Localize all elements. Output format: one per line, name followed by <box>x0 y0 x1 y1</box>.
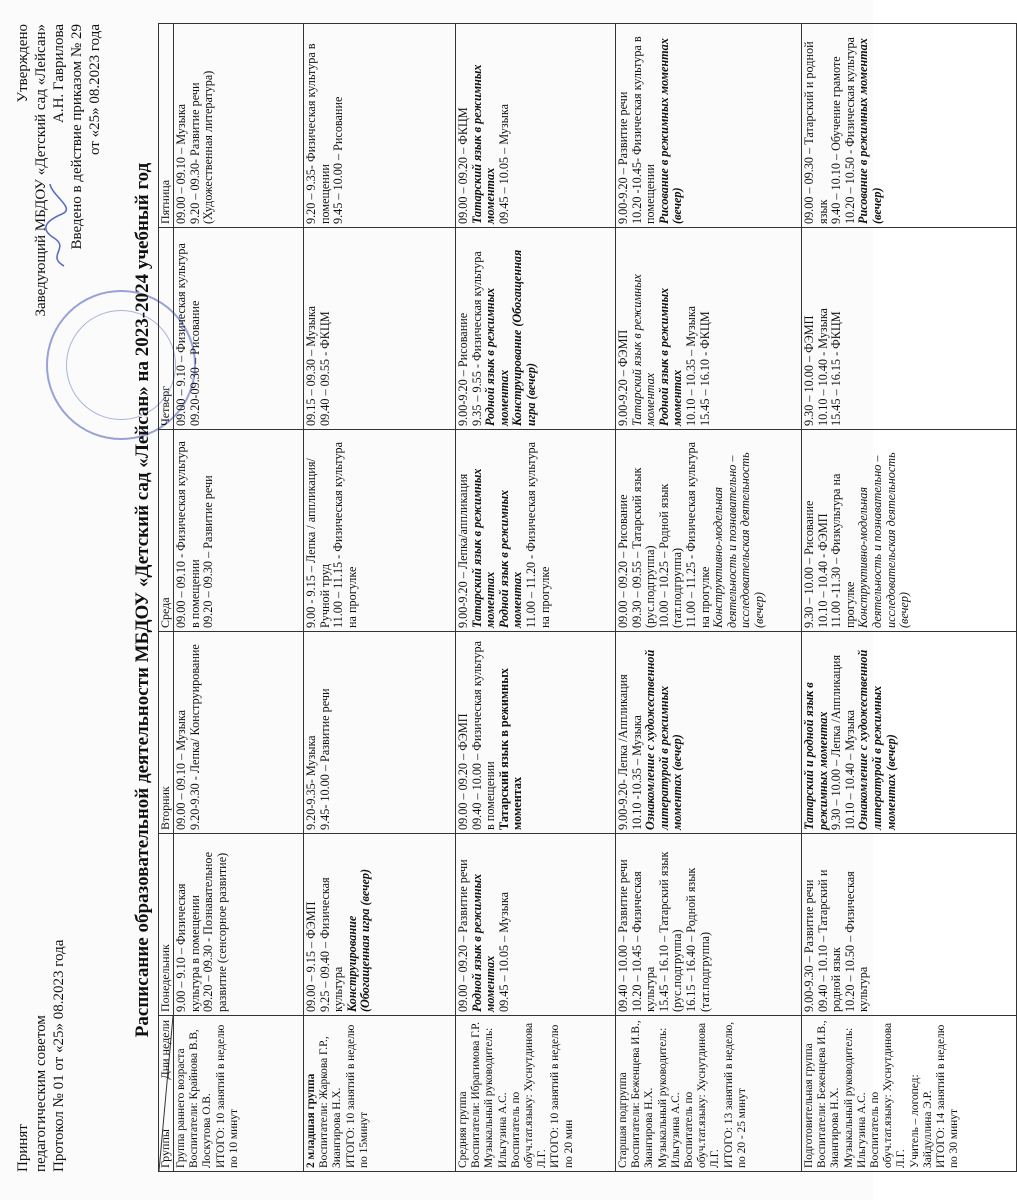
group-info-line: Воспитатель по обуч.тат.языку: Хуснутдинова Л.Г. <box>869 1022 908 1168</box>
activity-entry: 10.10 – 10.40 - Музыка <box>815 308 830 426</box>
group-info-line: Группа раннего возраста <box>175 1048 187 1168</box>
activity-entry: 9.30 – 10.00 – Рисование <box>802 500 816 628</box>
activity-entry: Татарский язык в режимных моментах <box>629 274 658 426</box>
schedule-cell <box>802 430 1017 632</box>
schedule-cell <box>174 632 304 834</box>
schedule-cell <box>456 430 616 632</box>
activity-entry: 09.40 – 10.00 – Развитие речи <box>616 859 630 1012</box>
group-row <box>456 24 616 1172</box>
header-approved: Утверждено <box>15 24 31 103</box>
activity-entry: 9.00 – 9.10 – Физическая культура в помещении <box>174 883 202 1012</box>
corner-header-cell <box>159 1016 174 1172</box>
group-info-line: Учитель – логопед: Зайдуллина Э.Р. <box>908 1074 934 1168</box>
group-info-line: Музыкальный руководитель: Ильгузина А.С. <box>483 1027 509 1168</box>
activity-entry: 9.20 – 09.30- Развитие речи (Художественная литература) <box>187 70 216 224</box>
day-header: Понедельник <box>159 834 174 1016</box>
header-head-name: А.Н. Гаврилова <box>51 24 67 124</box>
activity-entry: 09.00 – 09.20 – ФКЦМ <box>456 107 470 224</box>
activity-entry: 10.10 – 10.40 - ФЭМП <box>815 513 830 628</box>
activity-entry: 09.20-09.30 – Рисование <box>187 300 202 426</box>
day-header: Пятница <box>159 24 174 228</box>
header-head: Заведующий МБДОУ «Детский сад «Лейсан» <box>33 24 49 317</box>
activity-entry: 10.00 – 10.25 – Родной язык (тат.подгруппа) <box>656 483 685 628</box>
activity-entry: (Обогащенная игра (вечер) <box>358 868 373 1012</box>
activity-entry: 9.25 – 09.40 – Физическая культура <box>317 877 346 1012</box>
activity-entry: 09.00 – 9.10 – Физическая культура <box>174 243 188 426</box>
schedule-cell <box>456 632 616 834</box>
group-info-line: 2 младшая группа <box>305 1073 317 1168</box>
group-row <box>304 24 456 1172</box>
group-info-line: Воспитатели: Беженцева И.В., Зиангирова Н.Х. <box>630 1020 656 1168</box>
activity-entry: 10.20 – 10.45 – Физическая культура <box>629 871 658 1012</box>
activity-entry: 9.20-9.30 - Лепка/ Конструирование <box>187 644 202 830</box>
schedule-cell <box>304 24 456 228</box>
activity-entry: Родной язык в режимных моментах <box>656 287 685 426</box>
activity-entry: 9.00-9.30 – Развитие речи <box>802 879 816 1012</box>
header-council: педагогическим советом <box>33 1015 49 1172</box>
activity-entry: 9.40 – 10.10 – Обучение грамоте <box>829 56 844 224</box>
group-row <box>174 24 304 1172</box>
group-info-line: ИТОГО: 10 занятий в неделю по 15минут <box>344 1024 370 1168</box>
corner-days-label: Дни недели <box>158 1020 172 1080</box>
activity-entry: 09.20 – 09.30 - Познавательное развитие (сенсорное развитие) <box>201 851 229 1012</box>
schedule-cell <box>456 834 616 1016</box>
activity-entry: 10.10 – 10.35 – Музыка <box>683 306 698 426</box>
activity-entry: 15.45 – 16.10 – Татарский язык (рус.подгруппа) <box>656 851 685 1012</box>
group-info-line: Воспитатель по обуч.тат.языку: Хуснутдинова Л.Г. <box>509 1022 549 1168</box>
activity-entry: 15.45 – 16.10 - ФКЦМ <box>697 311 712 426</box>
schedule-body <box>174 24 1017 1172</box>
activity-entry: Конструирование <box>344 915 359 1012</box>
activity-entry: 09.20 – 09.30 – Развитие речи <box>201 475 216 628</box>
day-header: Вторник <box>159 632 174 834</box>
schedule-cell <box>174 430 304 632</box>
header-order: Введено в действие приказом № 29 <box>69 24 85 250</box>
activity-entry: 11.00 – 11.15 - Физическая культура на прогулке <box>331 441 359 628</box>
activity-entry: 10.10 – 10.40 – Музыка <box>842 710 857 830</box>
schedule-cell <box>616 24 802 228</box>
activity-entry: 09.00 – 09.10 - Физическая культура в помещении <box>174 441 202 628</box>
group-info-line: ИТОГО: 10 занятий в неделю по 20 мин <box>549 1024 575 1168</box>
group-cell <box>174 1016 304 1172</box>
group-row <box>616 24 802 1172</box>
activity-entry: 09.00 – 09.20 – Рисование <box>616 494 630 628</box>
schedule-cell <box>304 430 456 632</box>
group-cell <box>456 1016 616 1172</box>
activity-entry: 09.45 – 10.05 – Музыка <box>496 892 511 1012</box>
group-cell <box>616 1016 802 1172</box>
activity-entry: 11.00 -11.30 – Физкультура на прогулке <box>829 473 857 628</box>
page-title: Расписание образовательной деятельности МБДОУ «Детский сад «Лейсан» на 2023-2024 учебный год <box>132 162 153 1038</box>
activity-entry: 9.00-9.20 – Развитие речи <box>616 91 630 224</box>
header-accepted: Принят <box>15 1124 31 1172</box>
schedule-cell <box>616 228 802 430</box>
activity-entry: 9.20-9.35- Музыка <box>304 735 318 830</box>
group-info-line: ИТОГО: 10 занятий в неделю по 10 минут <box>214 1024 240 1168</box>
group-info-line: Средняя группа <box>457 1091 469 1168</box>
schedule-cell <box>802 834 1017 1016</box>
group-info-line: Воспитатели: Крайнова В.В, Лоскутова О.В. <box>188 1029 214 1168</box>
activity-entry: 9.00-9.20 – ФЭМП <box>616 329 630 426</box>
schedule-cell <box>174 834 304 1016</box>
activity-entry: 9.30 – 10.00 – Лепка /Аппликация <box>829 654 844 830</box>
activity-entry: Татарский язык в режимных моментах <box>496 668 525 830</box>
group-info-line: Старшая подгруппа <box>617 1072 629 1168</box>
activity-entry: 11.00 – 11.20 - Физическая культура на прогулке <box>523 441 552 628</box>
activity-entry: Родной язык в режимных моментах <box>483 287 511 426</box>
activity-entry: Татарский и родной язык в режимных моментах <box>802 682 830 830</box>
activity-entry: Родной язык в режимных моментах <box>496 489 525 628</box>
activity-entry: Рисование в режимных моментах (вечер) <box>656 38 685 224</box>
activity-entry: 09.00 – 9.15 – ФЭМП <box>304 901 318 1012</box>
group-info-line: Воспитатель по обуч.тат.языку: Хуснутдинова Л.Г. <box>683 1022 722 1168</box>
activity-entry: Рисование в режимных моментах (вечер) <box>856 38 884 224</box>
activity-entry: 09.45 – 10.05 – Музыка <box>496 104 511 224</box>
activity-entry: 09.40 – 10.10 – Татарский и родной язык <box>815 869 844 1012</box>
activity-entry: 09.00 – 09.20 – Развитие речи <box>456 859 470 1012</box>
activity-entry: 9.00-9.20- Лепка /Аппликация <box>616 674 630 830</box>
group-info-line: Воспитатели: Беженцева И.В., Зиангирова Н.Х. <box>816 1020 842 1168</box>
schedule-cell <box>616 430 802 632</box>
schedule-cell <box>802 24 1017 228</box>
schedule-cell <box>802 632 1017 834</box>
schedule-cell <box>304 228 456 430</box>
activity-entry: 09.00 – 09.30 – Татарский и родной язык <box>802 41 830 224</box>
activity-entry: 09.40 – 10.00 – Физическая культура в помещении <box>469 640 498 830</box>
day-header: Четверг <box>159 228 174 430</box>
activity-entry: 9.30 – 10.00 – ФЭМП <box>802 315 816 426</box>
group-info-line: Воспитатели: Ибрагимова Г.Р. <box>470 1021 483 1168</box>
corner-groups-label: Группы <box>158 1129 173 1168</box>
group-cell <box>802 1016 1017 1172</box>
schedule-cell <box>456 24 616 228</box>
activity-entry: 10.10 -10.35 – Музыка <box>629 715 644 830</box>
schedule-cell <box>304 632 456 834</box>
schedule-cell <box>802 228 1017 430</box>
schedule-table <box>158 23 1017 1172</box>
activity-entry: 15.45 – 16.15 - ФКЦМ <box>829 311 844 426</box>
activity-entry: 10.20 – 10.50 – Физическая культура <box>842 871 871 1012</box>
activity-entry: Ознакомление с художественной литературой в режимных моментах (вечер) <box>856 649 898 830</box>
group-info-line: Воспитатели: Жаркова Г.Р., Зиангирова Н.Х. <box>318 1036 344 1168</box>
activity-entry: 9.20 – 9.35- Физическая культура в помещении <box>304 43 332 224</box>
header-accepted-block <box>14 940 68 1172</box>
activity-entry: 16.15 – 16.40 – Родной язык (тат.подгруппа) <box>683 867 712 1012</box>
activity-entry: 9.00-9.20 – Лепка/аппликация <box>456 473 470 628</box>
header-order-date: от «25» 08.2023 года <box>87 24 103 155</box>
group-info-line: Музыкальный руководитель: Ильгузина А.С. <box>656 1027 682 1168</box>
schedule-cell <box>616 834 802 1016</box>
activity-entry: 09.40 – 09.55 - ФКЦМ <box>317 311 332 426</box>
activity-entry: 9.45- 10.00 – Развитие речи <box>317 688 332 830</box>
activity-entry: 9.00 - 9.15 – Лепка / аппликация/ Ручной труд <box>304 458 332 628</box>
group-cell <box>304 1016 456 1172</box>
activity-entry: 09.00 – 09.10 – Музыка <box>174 104 188 224</box>
group-info-line: Подготовительная группа <box>803 1043 815 1168</box>
activity-entry: Родной язык в режимных моментах <box>469 873 498 1012</box>
activity-entry: Конструктивно-модельная деятельность и познавательно – исследовательская деятельность (вечер) <box>711 452 766 628</box>
activity-entry: 09.15 – 09.30 – Музыка <box>304 306 318 426</box>
schedule-cell <box>174 228 304 430</box>
activity-entry: Конструирование (Обогащенная игра (вечер) <box>510 249 538 426</box>
activity-entry: Татарский язык в режимных моментах <box>469 468 498 628</box>
header-protocol: Протокол № 01 от «25» 08.2023 года <box>51 939 67 1172</box>
day-header: Среда <box>159 430 174 632</box>
schedule-cell <box>456 228 616 430</box>
group-row <box>802 24 1017 1172</box>
activity-entry: 10.20 -10.45- Физическая культура в помещении <box>629 36 658 224</box>
activity-entry: 11.00 – 11.25 - Физическая культура на прогулке <box>683 441 712 628</box>
activity-entry: Ознакомление с художественной литературой в режимных моментах (вечер) <box>643 649 685 830</box>
activity-entry: 9.35 – 9.55 - Физическая культура <box>469 251 484 426</box>
header-approved-block <box>14 24 104 317</box>
schedule-cell <box>616 632 802 834</box>
group-info-line: ИТОГО: 13 занятий в неделю, по 20 - 25 минут <box>722 1021 748 1168</box>
activity-entry: 9.45 – 10.00 – Рисование <box>331 96 346 224</box>
activity-entry: 9.00-9.20 – Рисование <box>456 312 470 426</box>
schedule-cell <box>174 24 304 228</box>
group-info-line: ИТОГО: 14 занятий в неделю по 30 минут <box>935 1024 961 1168</box>
activity-entry: 09.00 – 09.10 – Музыка <box>174 710 188 830</box>
activity-entry: 09.00 – 09.20 – ФЭМП <box>456 713 470 830</box>
activity-entry: 09.30 – 09.55 – Татарский язык (рус.подгруппа) <box>629 467 658 628</box>
schedule-cell <box>304 834 456 1016</box>
activity-entry: 10.20 – 10.50 - Физическая культура <box>842 37 857 224</box>
activity-entry: Конструктивно-модельная деятельность и познавательно – исследовательская деятельность (вечер) <box>856 452 912 628</box>
activity-entry: Татарский язык в режимных моментах <box>469 64 498 224</box>
group-info-line: Музыкальный руководитель: Ильгузина А.С. <box>842 1027 868 1168</box>
